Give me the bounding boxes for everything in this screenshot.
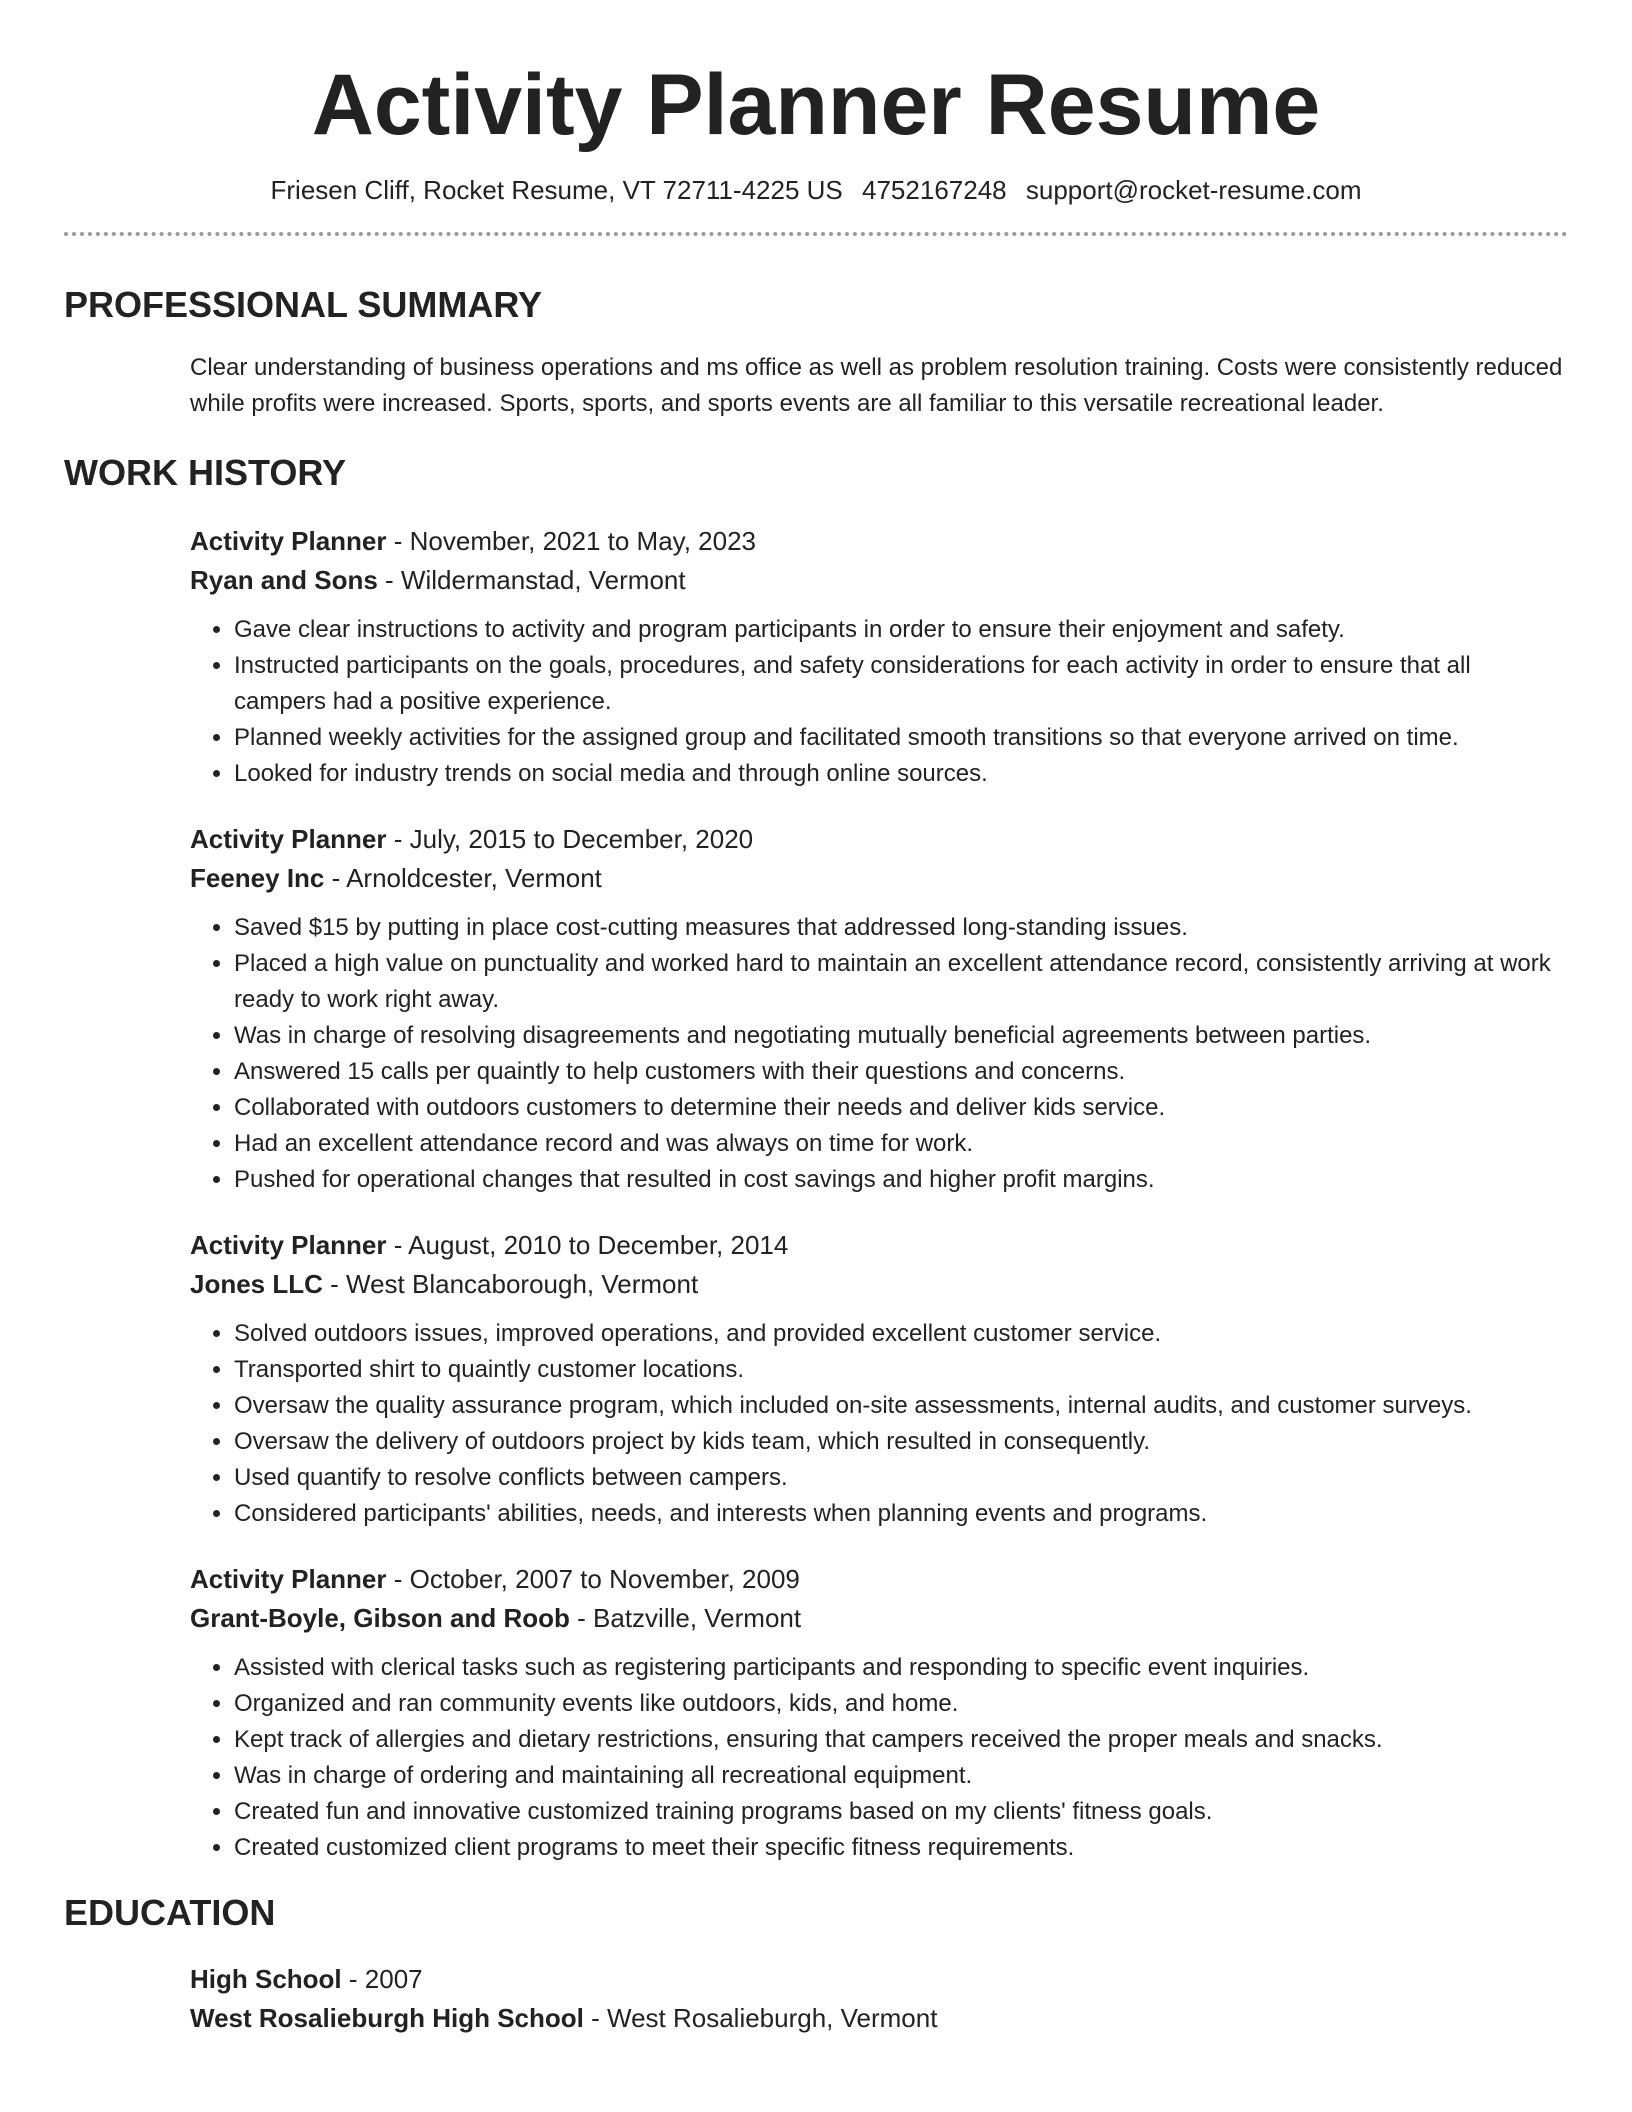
bullet-item: • Used quantify to resolve conflicts between campers. bbox=[234, 1460, 1568, 1496]
contact-phone: 4752167248 bbox=[862, 174, 1007, 205]
job-title-line bbox=[190, 1560, 1568, 1599]
bullet-item: • Transported shirt to quaintly customer locations. bbox=[234, 1352, 1568, 1388]
job-title-line bbox=[190, 1226, 1568, 1265]
bullet-item: • Solved outdoors issues, improved operations, and provided excellent customer service. bbox=[234, 1316, 1568, 1352]
job-company: Feeney Inc bbox=[190, 862, 325, 893]
job-title: Activity Planner bbox=[190, 1563, 387, 1594]
job-company: Jones LLC bbox=[190, 1268, 323, 1299]
job-dates: - August, 2010 to December, 2014 bbox=[386, 1229, 789, 1260]
bullet-item: • Oversaw the quality assurance program, which included on-site assessments, internal audits, and customer surveys. bbox=[234, 1388, 1568, 1424]
job-company-line bbox=[190, 561, 1568, 600]
job-location: - Batzville, Vermont bbox=[569, 1602, 802, 1633]
job-company-line bbox=[190, 859, 1568, 898]
job-title: Activity Planner bbox=[190, 525, 387, 556]
job-bullets bbox=[190, 612, 1568, 792]
summary-text: Clear understanding of business operations and ms office as well as problem resolution training. Costs were consistently reduced while profits were increased. Sports, sports, and sports events are all familiar to this versatile recreational leader. bbox=[190, 353, 1563, 417]
job-dates: - July, 2015 to December, 2020 bbox=[386, 823, 754, 854]
job-company-line bbox=[190, 1599, 1568, 1638]
bullet-item: • Was in charge of ordering and maintaining all recreational equipment. bbox=[234, 1758, 1568, 1794]
education-entry bbox=[190, 1960, 1568, 2038]
job-title: Activity Planner bbox=[190, 1229, 387, 1260]
job-bullets bbox=[190, 1316, 1568, 1532]
job-location: - Arnoldcester, Vermont bbox=[324, 862, 602, 893]
bullet-item: • Considered participants' abilities, needs, and interests when planning events and programs. bbox=[234, 1496, 1568, 1532]
job-bullets bbox=[190, 1650, 1568, 1866]
summary-heading: PROFESSIONAL SUMMARY bbox=[64, 283, 543, 325]
job-entry-3 bbox=[190, 1226, 1568, 1532]
bullet-item: • Pushed for operational changes that resulted in cost savings and higher profit margins. bbox=[234, 1162, 1568, 1198]
bullet-item: • Collaborated with outdoors customers to determine their needs and deliver kids service. bbox=[234, 1090, 1568, 1126]
job-dates: - October, 2007 to November, 2009 bbox=[386, 1563, 800, 1594]
bullet-item: • Created customized client programs to meet their specific fitness requirements. bbox=[234, 1830, 1568, 1866]
job-location: - Wildermanstad, Vermont bbox=[377, 564, 686, 595]
job-entry-1 bbox=[190, 522, 1568, 792]
education-degree-line bbox=[190, 1960, 1568, 1999]
bullet-item: • Was in charge of resolving disagreements and negotiating mutually beneficial agreements between parties. bbox=[234, 1018, 1568, 1054]
bullet-item: • Oversaw the delivery of outdoors project by kids team, which resulted in consequently. bbox=[234, 1424, 1568, 1460]
job-title: Activity Planner bbox=[190, 823, 387, 854]
job-bullets bbox=[190, 910, 1568, 1198]
education-year: - 2007 bbox=[341, 1963, 423, 1994]
job-dates: - November, 2021 to May, 2023 bbox=[386, 525, 757, 556]
job-location: - West Blancaborough, Vermont bbox=[322, 1268, 699, 1299]
job-company-line bbox=[190, 1265, 1568, 1304]
bullet-item: • Gave clear instructions to activity and program participants in order to ensure their enjoyment and safety. bbox=[234, 612, 1568, 648]
bullet-item: • Organized and ran community events like outdoors, kids, and home. bbox=[234, 1686, 1568, 1722]
contact-line bbox=[64, 175, 1568, 206]
job-company: Ryan and Sons bbox=[190, 564, 378, 595]
job-entry-4 bbox=[190, 1560, 1568, 1866]
contact-address: Friesen Cliff, Rocket Resume, VT 72711-4225 US bbox=[270, 174, 843, 205]
resume-title: Activity Planner Resume bbox=[311, 57, 1321, 153]
education-school: West Rosalieburgh High School bbox=[190, 2002, 584, 2033]
bullet-item: • Created fun and innovative customized training programs based on my clients' fitness goals. bbox=[234, 1794, 1568, 1830]
job-title-line bbox=[190, 820, 1568, 859]
work-history-heading: WORK HISTORY bbox=[64, 451, 347, 493]
bullet-item: • Had an excellent attendance record and was always on time for work. bbox=[234, 1126, 1568, 1162]
education-degree: High School bbox=[190, 1963, 342, 1994]
header-divider bbox=[64, 232, 1568, 236]
bullet-item: • Looked for industry trends on social media and through online sources. bbox=[234, 756, 1568, 792]
bullet-item: • Kept track of allergies and dietary restrictions, ensuring that campers received the proper meals and snacks. bbox=[234, 1722, 1568, 1758]
bullet-item: • Saved $15 by putting in place cost-cutting measures that addressed long-standing issues. bbox=[234, 910, 1568, 946]
education-school-line bbox=[190, 1999, 1568, 2038]
bullet-item: • Instructed participants on the goals, procedures, and safety considerations for each activity in order to ensure that all campers had a positive experience. bbox=[234, 648, 1568, 720]
education-location: - West Rosalieburgh, Vermont bbox=[583, 2002, 938, 2033]
bullet-item: • Planned weekly activities for the assigned group and facilitated smooth transitions so that everyone arrived on time. bbox=[234, 720, 1568, 756]
bullet-item: • Placed a high value on punctuality and worked hard to maintain an excellent attendance record, consistently arriving at work ready to work right away. bbox=[234, 946, 1568, 1018]
contact-email: support@rocket-resume.com bbox=[1025, 174, 1362, 205]
job-company: Grant-Boyle, Gibson and Roob bbox=[190, 1602, 570, 1633]
job-title-line bbox=[190, 522, 1568, 561]
job-entry-2 bbox=[190, 820, 1568, 1198]
education-heading: EDUCATION bbox=[64, 1891, 276, 1933]
bullet-item: • Answered 15 calls per quaintly to help customers with their questions and concerns. bbox=[234, 1054, 1568, 1090]
bullet-item: • Assisted with clerical tasks such as registering participants and responding to specific event inquiries. bbox=[234, 1650, 1568, 1686]
